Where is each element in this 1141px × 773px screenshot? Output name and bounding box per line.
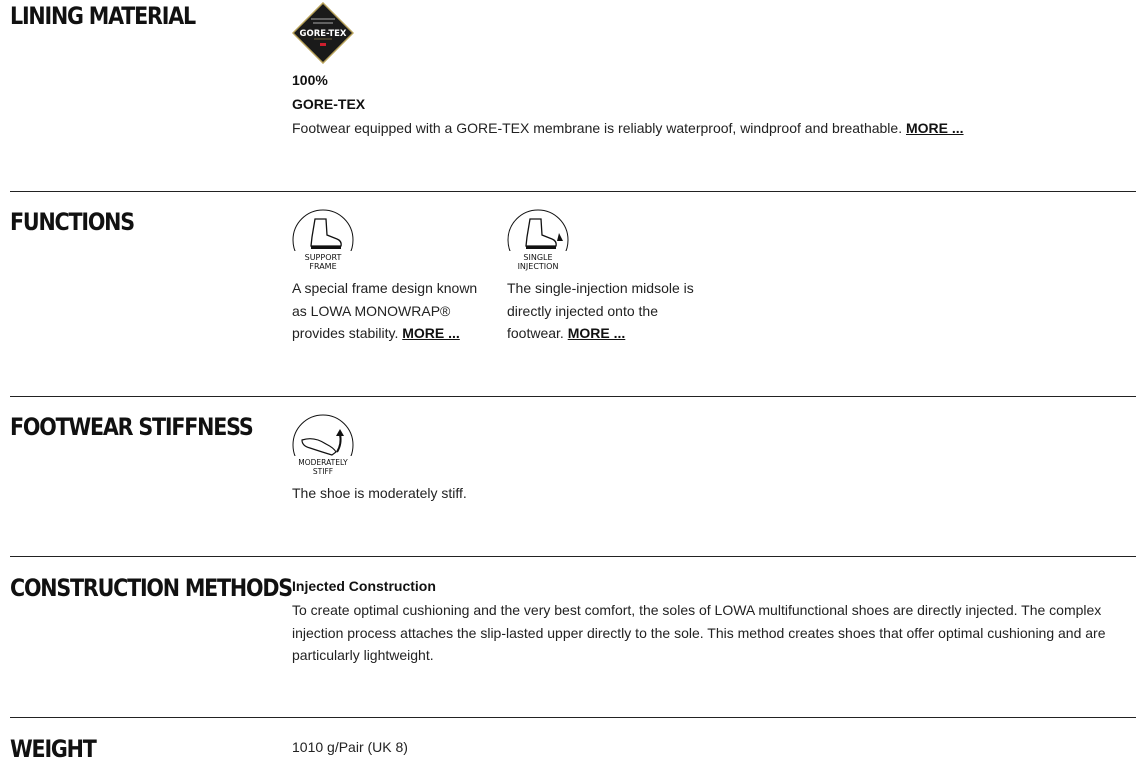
weight-title: WEIGHT	[10, 735, 96, 763]
functions-section	[10, 206, 1136, 394]
lining-material-title: LINING MATERIAL	[10, 2, 195, 30]
functions-title: FUNCTIONS	[10, 208, 134, 236]
construction-methods-title: CONSTRUCTION METHODS	[10, 574, 292, 602]
single-injection-label-1: SINGLE	[523, 253, 553, 262]
lining-description	[292, 117, 1136, 140]
lining-more-link[interactable]: MORE ...	[905, 120, 964, 136]
lining-material-name: GORE-TEX	[292, 96, 366, 112]
stiffness-label-1: MODERATELY	[298, 458, 348, 467]
weight-value: 1010 g/Pair (UK 8)	[292, 739, 408, 755]
gore-tex-logo-text: GORE-TEX	[299, 29, 347, 39]
divider	[10, 717, 1136, 718]
construction-subtitle: Injected Construction	[292, 578, 436, 594]
support-frame-more-link[interactable]: MORE ...	[402, 325, 460, 341]
lining-material-section	[10, 0, 1136, 190]
stiffness-label-2: STIFF	[312, 467, 334, 476]
construction-description: To create optimal cushioning and the very best comfort, the soles of LOWA multifunctional shoes are directly injected. The complex injection process attaches the slip-lasted upper directly to the sole. This method creates shoes that offer optimal cushioning and are particularly lightweight.	[292, 602, 1106, 663]
single-injection-description	[507, 277, 707, 345]
single-injection-text: The single-injection midsole is directly injected onto the footwear.	[507, 280, 694, 341]
stiffness-description: The shoe is moderately stiff.	[292, 485, 467, 501]
divider	[10, 191, 1136, 192]
support-frame-label-2: FRAME	[309, 262, 337, 271]
support-frame-label-1: SUPPORT	[304, 253, 342, 262]
boot-support-frame-icon	[292, 209, 354, 271]
divider	[10, 556, 1136, 557]
sole-flex-icon	[292, 414, 354, 476]
divider	[10, 396, 1136, 397]
single-injection-more-link[interactable]: MORE ...	[567, 325, 626, 341]
single-injection-label-2: INJECTION	[517, 262, 559, 271]
gore-tex-logo-icon	[292, 2, 354, 64]
lining-description-text: Footwear equipped with a GORE-TEX membrane is reliably waterproof, windproof and breathable.	[292, 120, 903, 136]
weight-section	[10, 733, 1136, 773]
boot-single-injection-icon	[507, 209, 569, 271]
footwear-stiffness-section	[10, 411, 1136, 554]
support-frame-text: A special frame design known as LOWA MONOWRAP® provides stability.	[292, 280, 478, 341]
footwear-stiffness-title: FOOTWEAR STIFFNESS	[10, 413, 253, 441]
support-frame-description	[292, 277, 492, 345]
construction-methods-section	[10, 572, 1136, 715]
lining-percent: 100%	[292, 72, 328, 88]
